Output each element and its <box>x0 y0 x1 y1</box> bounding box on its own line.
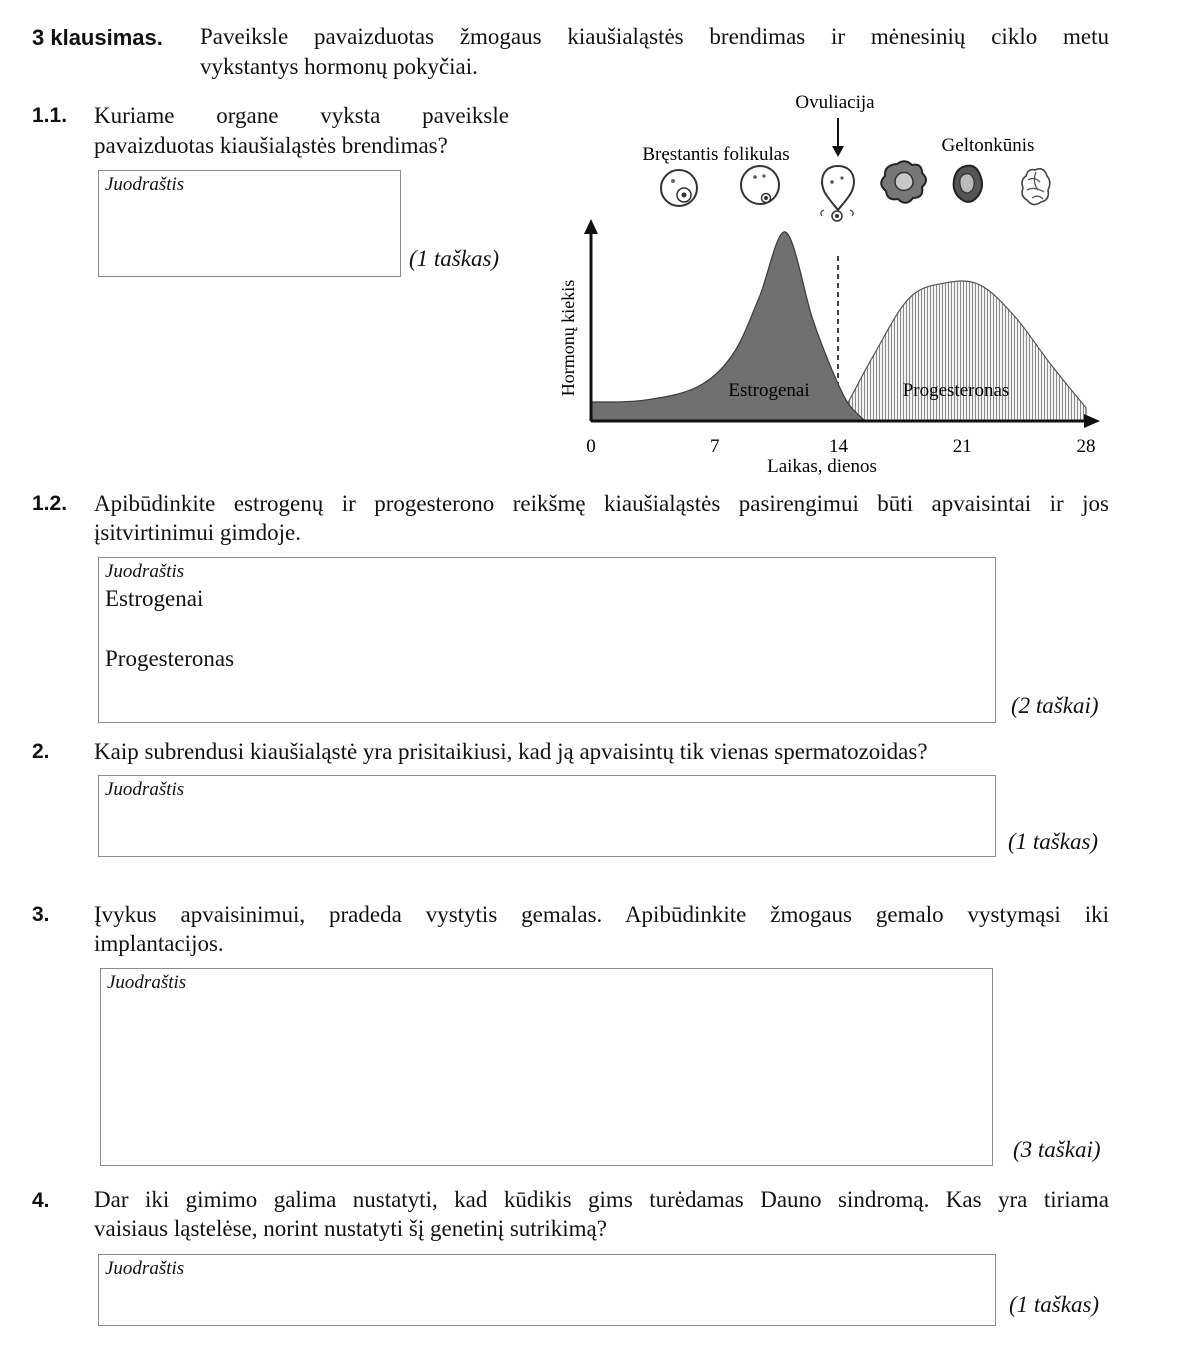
q1-1-number: 1.1. <box>32 104 68 127</box>
x-tick-label-21: 21 <box>952 436 972 457</box>
follicle-label: Bręstantis folikulas <box>642 144 790 165</box>
q2-answer-box[interactable] <box>98 775 996 857</box>
x-tick-label-14: 14 <box>829 436 848 457</box>
estrogen-label: Estrogenai <box>728 380 810 401</box>
q2-points: (1 taškas) <box>1008 829 1099 854</box>
estrogen-answer-label: Estrogenai <box>105 586 204 611</box>
q4-text-line1: Dar iki gimimo galima nustatyti, kad kūdikis gims turėdamas Dauno sindromą. Kas yra tiriama <box>94 1187 1109 1212</box>
q1-1-text-line1: Kuriame organe vyksta paveiksle <box>94 103 509 128</box>
x-axis-label: Laikas, dienos <box>767 456 877 477</box>
q3-number: 3. <box>32 903 50 926</box>
draft-label: Juodraštis <box>105 1258 185 1279</box>
q1-1-answer-box[interactable] <box>98 170 401 277</box>
draft-label: Juodraštis <box>105 561 185 582</box>
x-tick-labels <box>586 436 1095 457</box>
q2-text: Kaip subrendusi kiaušialąstė yra prisitaikiusi, kad ją apvaisintų tik vienas spermatozoidas? <box>94 739 928 764</box>
y-axis <box>584 219 598 421</box>
question-number: 3 klausimas. <box>32 25 163 50</box>
q3-text-line2: implantacijos. <box>94 931 224 956</box>
ovulation-arrow-icon <box>832 118 844 157</box>
draft-label: Juodraštis <box>105 174 185 195</box>
q1-1-text-line2: pavaizduotas kiaušialąstės brendimas? <box>94 133 448 158</box>
corpus-luteum-3-icon <box>1022 169 1050 205</box>
q2-number: 2. <box>32 740 50 763</box>
corpus-luteum-label: Geltonkūnis <box>941 135 1035 156</box>
ovulation-label: Ovuliacija <box>795 92 875 113</box>
y-axis-label: Hormonų kiekis <box>558 279 578 397</box>
x-tick-label-28: 28 <box>1076 436 1096 457</box>
q1-1-points: (1 taškas) <box>409 246 500 271</box>
follicle-stage-2-icon <box>741 166 779 204</box>
follicle-stage-1-icon <box>661 170 697 206</box>
question-intro-line2: vykstantys hormonų pokyčiai. <box>200 54 478 79</box>
q4-answer-box[interactable] <box>98 1254 996 1326</box>
q1-2-text-line1: Apibūdinkite estrogenų ir progesterono reikšmę kiaušialąstės pasirengimui būti apvaisintai ir jos <box>94 491 1109 516</box>
x-tick-label-7: 7 <box>710 436 720 457</box>
q4-points: (1 taškas) <box>1009 1292 1100 1317</box>
q3-answer-box[interactable] <box>100 968 993 1166</box>
q1-2-number: 1.2. <box>32 492 68 515</box>
progesterone-answer-label: Progesteronas <box>105 646 235 671</box>
q1-2-answer-box[interactable] <box>98 557 996 723</box>
q1-2-text-line2: įsitvirtinimui gimdoje. <box>94 520 301 545</box>
progesterone-label: Progesteronas <box>902 380 1010 401</box>
draft-label: Juodraštis <box>107 972 187 993</box>
hormone-cycle-figure <box>540 85 1120 480</box>
q1-2-points: (2 taškai) <box>1011 693 1099 718</box>
q4-text-line2: vaisiaus ląstelėse, norint nustatyti šį genetinį sutrikimą? <box>94 1216 607 1241</box>
q3-points: (3 taškai) <box>1013 1137 1101 1162</box>
corpus-luteum-1-icon <box>881 161 926 203</box>
q3-text-line1: Įvykus apvaisinimui, pradeda vystytis gemalas. Apibūdinkite žmogaus gemalo vystymąsi iki <box>94 902 1109 927</box>
corpus-luteum-2-icon <box>954 166 982 202</box>
ovulating-follicle-icon <box>821 166 854 221</box>
q4-number: 4. <box>32 1189 50 1212</box>
question-intro-line1: Paveiksle pavaizduotas žmogaus kiaušialąstės brendimas ir mėnesinių ciklo metu <box>200 24 1109 49</box>
x-tick-label-0: 0 <box>586 436 596 457</box>
draft-label: Juodraštis <box>105 779 185 800</box>
